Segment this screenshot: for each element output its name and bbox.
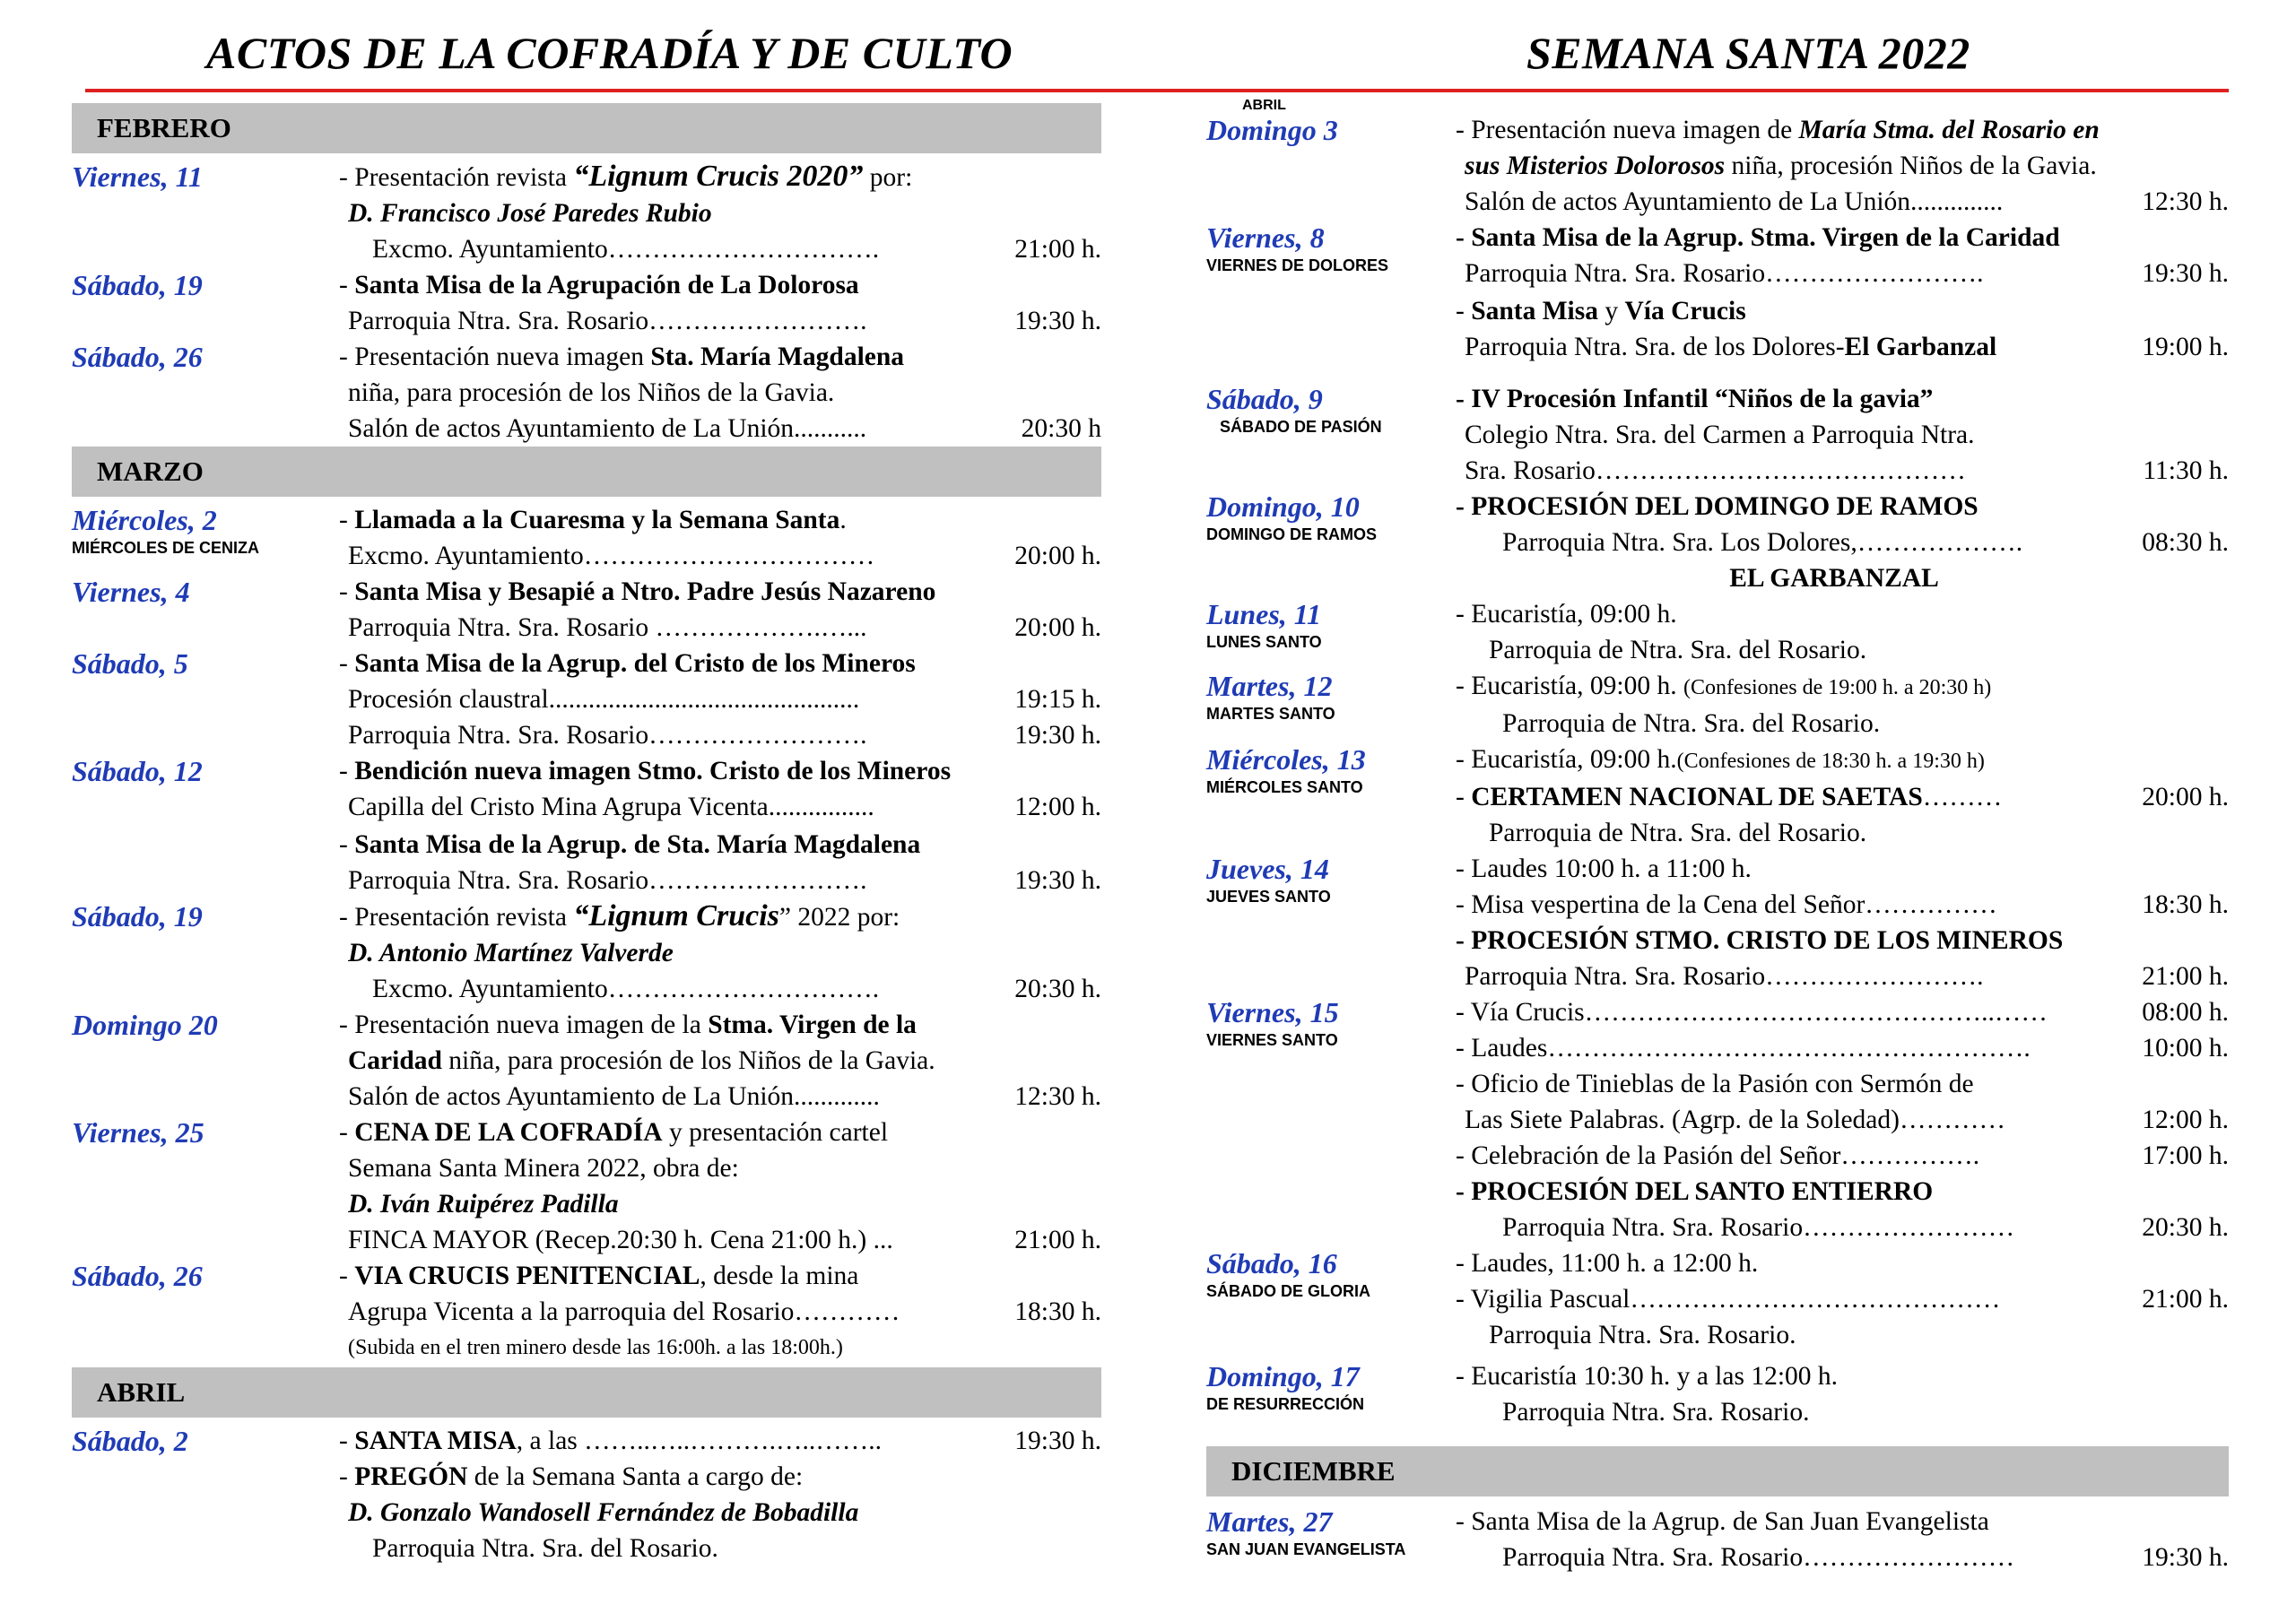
event-line: Excmo. Ayuntamiento…………………………… 20:00 h. [323, 538, 1101, 574]
event-line: Parroquia Ntra. Sra. Rosario……………………. 19:30 h. [323, 303, 1101, 339]
event-time: 19:30 h. [1014, 1427, 1101, 1455]
event-line: D. Francisco José Paredes Rubio [348, 199, 712, 228]
event-entry [72, 753, 1101, 898]
event-line: - CENA DE LA COFRADÍA y presentación cartel [339, 1118, 889, 1147]
event-line: Parroquia Ntra. Sra. Los Dolores,………………. 08:30 h. [1439, 525, 2229, 560]
section-header-febrero: FEBRERO [72, 103, 1101, 153]
event-date: Miércoles, 13 [1206, 743, 1366, 776]
event-entry [1206, 1504, 2229, 1575]
event-line: - SANTA MISA, a las ……..…..……….…..…….. 19:30 h. [323, 1423, 1101, 1459]
event-line: - Presentación revista “Lignum Crucis 2020” por: [339, 160, 913, 193]
event-line: - CERTAMEN NACIONAL DE SAETAS……… 20:00 h. [1439, 779, 2229, 815]
event-line: Las Siete Palabras. (Agrp. de la Soledad)………… 12:00 h. [1439, 1102, 2229, 1138]
liturgical-day: MIÉRCOLES SANTO [1206, 778, 1363, 796]
event-line: - PROCESIÓN DEL SANTO ENTIERRO [1456, 1177, 1934, 1206]
liturgical-day: DOMINGO DE RAMOS [1206, 525, 1378, 543]
event-time: 21:00 h. [2142, 1285, 2229, 1314]
event-line: - Santa Misa de la Agrup. de San Juan Evangelista [1456, 1507, 1989, 1536]
event-time: 11:30 h. [2143, 456, 2229, 485]
event-date: Domingo 3 [1206, 114, 1338, 146]
event-line: Procesión claustral............................................... 19:15 h. [323, 681, 1101, 717]
event-line: Parroquia Ntra. Sra. Rosario…………………… 20:30 h. [1439, 1210, 2229, 1245]
event-entry [72, 574, 1101, 646]
event-line: Salón de actos Ayuntamiento de La Unión.............. 12:30 h. [1439, 184, 2229, 220]
liturgical-day: VIERNES DE DOLORES [1206, 256, 1389, 274]
event-line: Parroquia Ntra. Sra. Rosario…………………… 19:30 h. [1439, 1540, 2229, 1575]
event-line: - Eucaristía, 09:00 h.(Confesiones de 18:30 h. a 19:30 h) [1456, 745, 1985, 774]
event-time: 18:30 h. [1014, 1297, 1101, 1326]
event-date: Sábado, 9 [1206, 383, 1323, 415]
event-line: Salón de actos Ayuntamiento de La Unión............. 12:30 h. [323, 1079, 1101, 1115]
event-line: - Eucaristía 10:30 h. y a las 12:00 h. [1456, 1362, 1839, 1391]
event-time: 21:00 h. [2142, 962, 2229, 991]
title-divider [85, 89, 2229, 92]
event-line: - Laudes 10:00 h. a 11:00 h. [1456, 854, 1752, 883]
event-entry [72, 1258, 1101, 1366]
event-line: - Vigilia Pascual…………………………………… 21:00 h. [1439, 1281, 2229, 1317]
event-line: - Santa Misa de la Agrup. Stma. Virgen de la Caridad [1456, 223, 2060, 252]
event-line: - Llamada a la Cuaresma y la Semana Santa. [339, 506, 847, 534]
event-line: - Presentación nueva imagen Sta. María Magdalena [339, 343, 905, 371]
event-line: FINCA MAYOR (Recep.20:30 h. Cena 21:00 h.) ... 21:00 h. [323, 1222, 1101, 1258]
event-line: - Bendición nueva imagen Stmo. Cristo de los Mineros [339, 757, 952, 785]
event-entry [1206, 98, 2229, 220]
event-line: - Santa Misa de la Agrup. de Sta. María Magdalena [339, 830, 921, 859]
left-column [72, 103, 1101, 1566]
event-line: D. Gonzalo Wandosell Fernández de Bobadilla [348, 1498, 859, 1527]
event-time: 12:00 h. [1014, 793, 1101, 821]
event-time: 19:15 h. [1014, 685, 1101, 714]
event-date: Domingo, 10 [1206, 490, 1360, 523]
event-line: Semana Santa Minera 2022, obra de: [348, 1154, 739, 1183]
event-line: Parroquia Ntra. Sra. Rosario……………………. 19:30 h. [323, 717, 1101, 753]
section-header-diciembre: DICIEMBRE [1206, 1446, 2229, 1496]
event-line: - VIA CRUCIS PENITENCIAL, desde la mina [339, 1262, 859, 1290]
event-date: Sábado, 5 [72, 647, 188, 680]
section-header-abril: ABRIL [72, 1367, 1101, 1418]
event-line: niña, para procesión de los Niños de la Gavia. [348, 378, 835, 407]
event-entry [1206, 220, 2229, 365]
event-line: Parroquia de Ntra. Sra. del Rosario. [1489, 636, 1867, 664]
event-entry [1206, 742, 2229, 851]
event-line: - Celebración de la Pasión del Señor……………. 17:00 h. [1439, 1138, 2229, 1174]
event-time: 20:30 h. [2142, 1213, 2229, 1242]
event-line: - Vía Crucis………………………………………..…… 08:00 h. [1439, 994, 2229, 1030]
event-line: D. Antonio Martínez Valverde [348, 939, 674, 967]
event-time: 21:00 h. [1014, 1226, 1101, 1254]
liturgical-day: SAN JUAN EVANGELISTA [1206, 1540, 1406, 1558]
event-time: 21:00 h. [1014, 235, 1101, 264]
event-line: Parroquia Ntra. Sra. Rosario. [1489, 1321, 1796, 1349]
section-header-marzo: MARZO [72, 447, 1101, 497]
event-entry [72, 502, 1101, 574]
event-date: Viernes, 11 [72, 160, 203, 193]
liturgical-day: MARTES SANTO [1206, 705, 1335, 723]
event-date: Sábado, 19 [72, 269, 203, 301]
event-line: - IV Procesión Infantil “Niños de la gavia” [1456, 385, 1934, 413]
liturgical-day: LUNES SANTO [1206, 633, 1322, 651]
event-time: 20:00 h. [1014, 542, 1101, 570]
event-time: 12:00 h. [2142, 1106, 2229, 1134]
event-time: 20:00 h. [1014, 613, 1101, 642]
event-line: Parroquia Ntra. Sra. Rosario……………………. 19:30 h. [1439, 256, 2229, 291]
event-time: 08:30 h. [2142, 528, 2229, 557]
liturgical-day: VIERNES SANTO [1206, 1031, 1338, 1049]
event-entry [72, 646, 1101, 753]
event-date: Sábado, 26 [72, 1260, 203, 1292]
event-line: - PROCESIÓN STMO. CRISTO DE LOS MINEROS [1456, 926, 2064, 955]
event-line: (Subida en el tren minero desde las 16:00h. a las 18:00h.) [348, 1336, 843, 1359]
event-entry [1206, 994, 2229, 1245]
event-line: Parroquia Ntra. Sra. Rosario……………………. 19:30 h. [323, 863, 1101, 898]
event-line: Parroquia Ntra. Sra. Rosario……………………. 21:00 h. [1439, 958, 2229, 994]
event-entry [72, 1007, 1101, 1115]
event-line: Excmo. Ayuntamiento…………………………. 20:30 h. [323, 971, 1101, 1007]
event-date: Miércoles, 2 [72, 504, 217, 536]
event-time: 10:00 h. [2142, 1034, 2229, 1063]
event-line: Parroquia de Ntra. Sra. del Rosario. [1502, 709, 1881, 738]
event-line: - Santa Misa y Besapié a Ntro. Padre Jesús Nazareno [339, 577, 936, 606]
liturgical-day: SÁBADO DE PASIÓN [1220, 418, 1382, 436]
event-line: Caridad niña, para procesión de los Niños de la Gavia. [348, 1046, 935, 1075]
event-line: D. Iván Ruipérez Padilla [348, 1190, 619, 1219]
event-time: 20:30 h [1021, 414, 1101, 443]
event-line: - PREGÓN de la Semana Santa a cargo de: [339, 1462, 804, 1491]
page-title-left: ACTOS DE LA COFRADÍA Y DE CULTO [206, 28, 1013, 78]
right-column [1206, 98, 2229, 1575]
event-line: - PROCESIÓN DEL DOMINGO DE RAMOS [1456, 492, 1979, 521]
event-time: 19:30 h. [2142, 259, 2229, 288]
event-date: Viernes, 4 [72, 576, 190, 608]
liturgical-day: MIÉRCOLES DE CENIZA [72, 539, 260, 557]
event-line: - Misa vespertina de la Cena del Señor…………… 18:30 h. [1439, 887, 2229, 923]
event-line: - Presentación nueva imagen de María Stma. del Rosario en [1456, 116, 2100, 144]
event-date: Sábado, 12 [72, 755, 203, 787]
event-time: 19:30 h. [1014, 866, 1101, 895]
event-date: Sábado, 26 [72, 341, 203, 373]
event-time: 12:30 h. [2142, 187, 2229, 216]
event-entry [1206, 1245, 2229, 1353]
event-date: Viernes, 25 [72, 1116, 204, 1149]
event-line: Parroquia Ntra. Sra. de los Dolores-El Garbanzal 19:00 h. [1439, 329, 2229, 365]
event-date: Sábado, 19 [72, 900, 203, 932]
event-line: - Presentación nueva imagen de la Stma. Virgen de la [339, 1010, 917, 1039]
liturgical-day: DE RESURRECCIÓN [1206, 1395, 1365, 1413]
event-date: Sábado, 16 [1206, 1247, 1337, 1279]
event-date: Martes, 12 [1206, 670, 1333, 702]
event-time: 12:30 h. [1014, 1082, 1101, 1111]
event-date: Viernes, 15 [1206, 996, 1339, 1028]
event-entry [1206, 381, 2229, 489]
event-time: 19:00 h. [2142, 333, 2229, 361]
event-date: Martes, 27 [1206, 1505, 1333, 1538]
event-line: Parroquia Ntra. Sra. del Rosario. [372, 1534, 718, 1563]
event-line: - Santa Misa de la Agrupación de La Dolorosa [339, 271, 859, 299]
event-line: - Oficio de Tinieblas de la Pasión con Sermón de [1456, 1070, 1974, 1098]
event-entry [1206, 668, 2229, 742]
event-line: EL GARBANZAL [1729, 564, 1939, 593]
event-entry [72, 267, 1101, 339]
liturgical-day: JUEVES SANTO [1206, 888, 1331, 906]
event-date: Jueves, 14 [1206, 853, 1329, 885]
event-time: 19:30 h. [1014, 307, 1101, 335]
event-time: 20:00 h. [2142, 783, 2229, 811]
liturgical-day: SÁBADO DE GLORIA [1206, 1282, 1371, 1300]
event-entry [1206, 596, 2229, 668]
event-entry [72, 159, 1101, 267]
event-line: - Laudes, 11:00 h. a 12:00 h. [1456, 1249, 1759, 1278]
month-label: ABRIL [1242, 98, 1286, 113]
event-entry [1206, 851, 2229, 994]
event-date: Domingo 20 [72, 1009, 218, 1041]
event-line: Parroquia Ntra. Sra. Rosario ……………….…... 20:00 h. [323, 610, 1101, 646]
event-line: sus Misterios Dolorosos niña, procesión Niños de la Gavia. [1465, 152, 2097, 180]
event-entry [1206, 1358, 2229, 1430]
event-line: Parroquia de Ntra. Sra. del Rosario. [1489, 819, 1867, 847]
event-time: 18:30 h. [2142, 890, 2229, 919]
event-entry [1206, 489, 2229, 596]
event-line: Agrupa Vicenta a la parroquia del Rosario………… 18:30 h. [323, 1294, 1101, 1330]
event-line: Capilla del Cristo Mina Agrupa Vicenta................ 12:00 h. [323, 789, 1101, 825]
event-line: Sra. Rosario…………………………………… 11:30 h. [1439, 453, 2229, 489]
event-entry [72, 1115, 1101, 1258]
event-line: - Presentación revista “Lignum Crucis” 2022 por: [339, 899, 900, 932]
event-date: Lunes, 11 [1206, 598, 1322, 630]
event-line: - Eucaristía, 09:00 h. [1456, 600, 1677, 629]
event-line: Colegio Ntra. Sra. del Carmen a Parroquia Ntra. [1465, 421, 1975, 449]
event-line: - Santa Misa y Vía Crucis [1456, 297, 1746, 325]
event-time: 19:30 h. [2142, 1543, 2229, 1572]
event-line: Parroquia Ntra. Sra. Rosario. [1502, 1398, 1810, 1427]
event-entry [72, 1423, 1101, 1566]
event-date: Viernes, 8 [1206, 221, 1325, 254]
event-time: 20:30 h. [1014, 975, 1101, 1003]
event-line: - Santa Misa de la Agrup. del Cristo de los Mineros [339, 649, 916, 678]
event-time: 19:30 h. [1014, 721, 1101, 750]
event-entry [72, 339, 1101, 447]
event-line: - Eucaristía, 09:00 h. (Confesiones de 19:00 h. a 20:30 h) [1456, 672, 1992, 700]
page-title-right: SEMANA SANTA 2022 [1526, 28, 1970, 78]
event-line: Salón de actos Ayuntamiento de La Unión........... 20:30 h [323, 411, 1101, 447]
event-line: - Laudes………………………………………………. 10:00 h. [1439, 1030, 2229, 1066]
event-date: Sábado, 2 [72, 1425, 188, 1457]
event-date: Domingo, 17 [1206, 1360, 1360, 1392]
event-line: Excmo. Ayuntamiento…………………………. 21:00 h. [323, 231, 1101, 267]
event-entry [72, 898, 1101, 1007]
event-time: 08:00 h. [2142, 998, 2229, 1027]
event-time: 17:00 h. [2142, 1141, 2229, 1170]
